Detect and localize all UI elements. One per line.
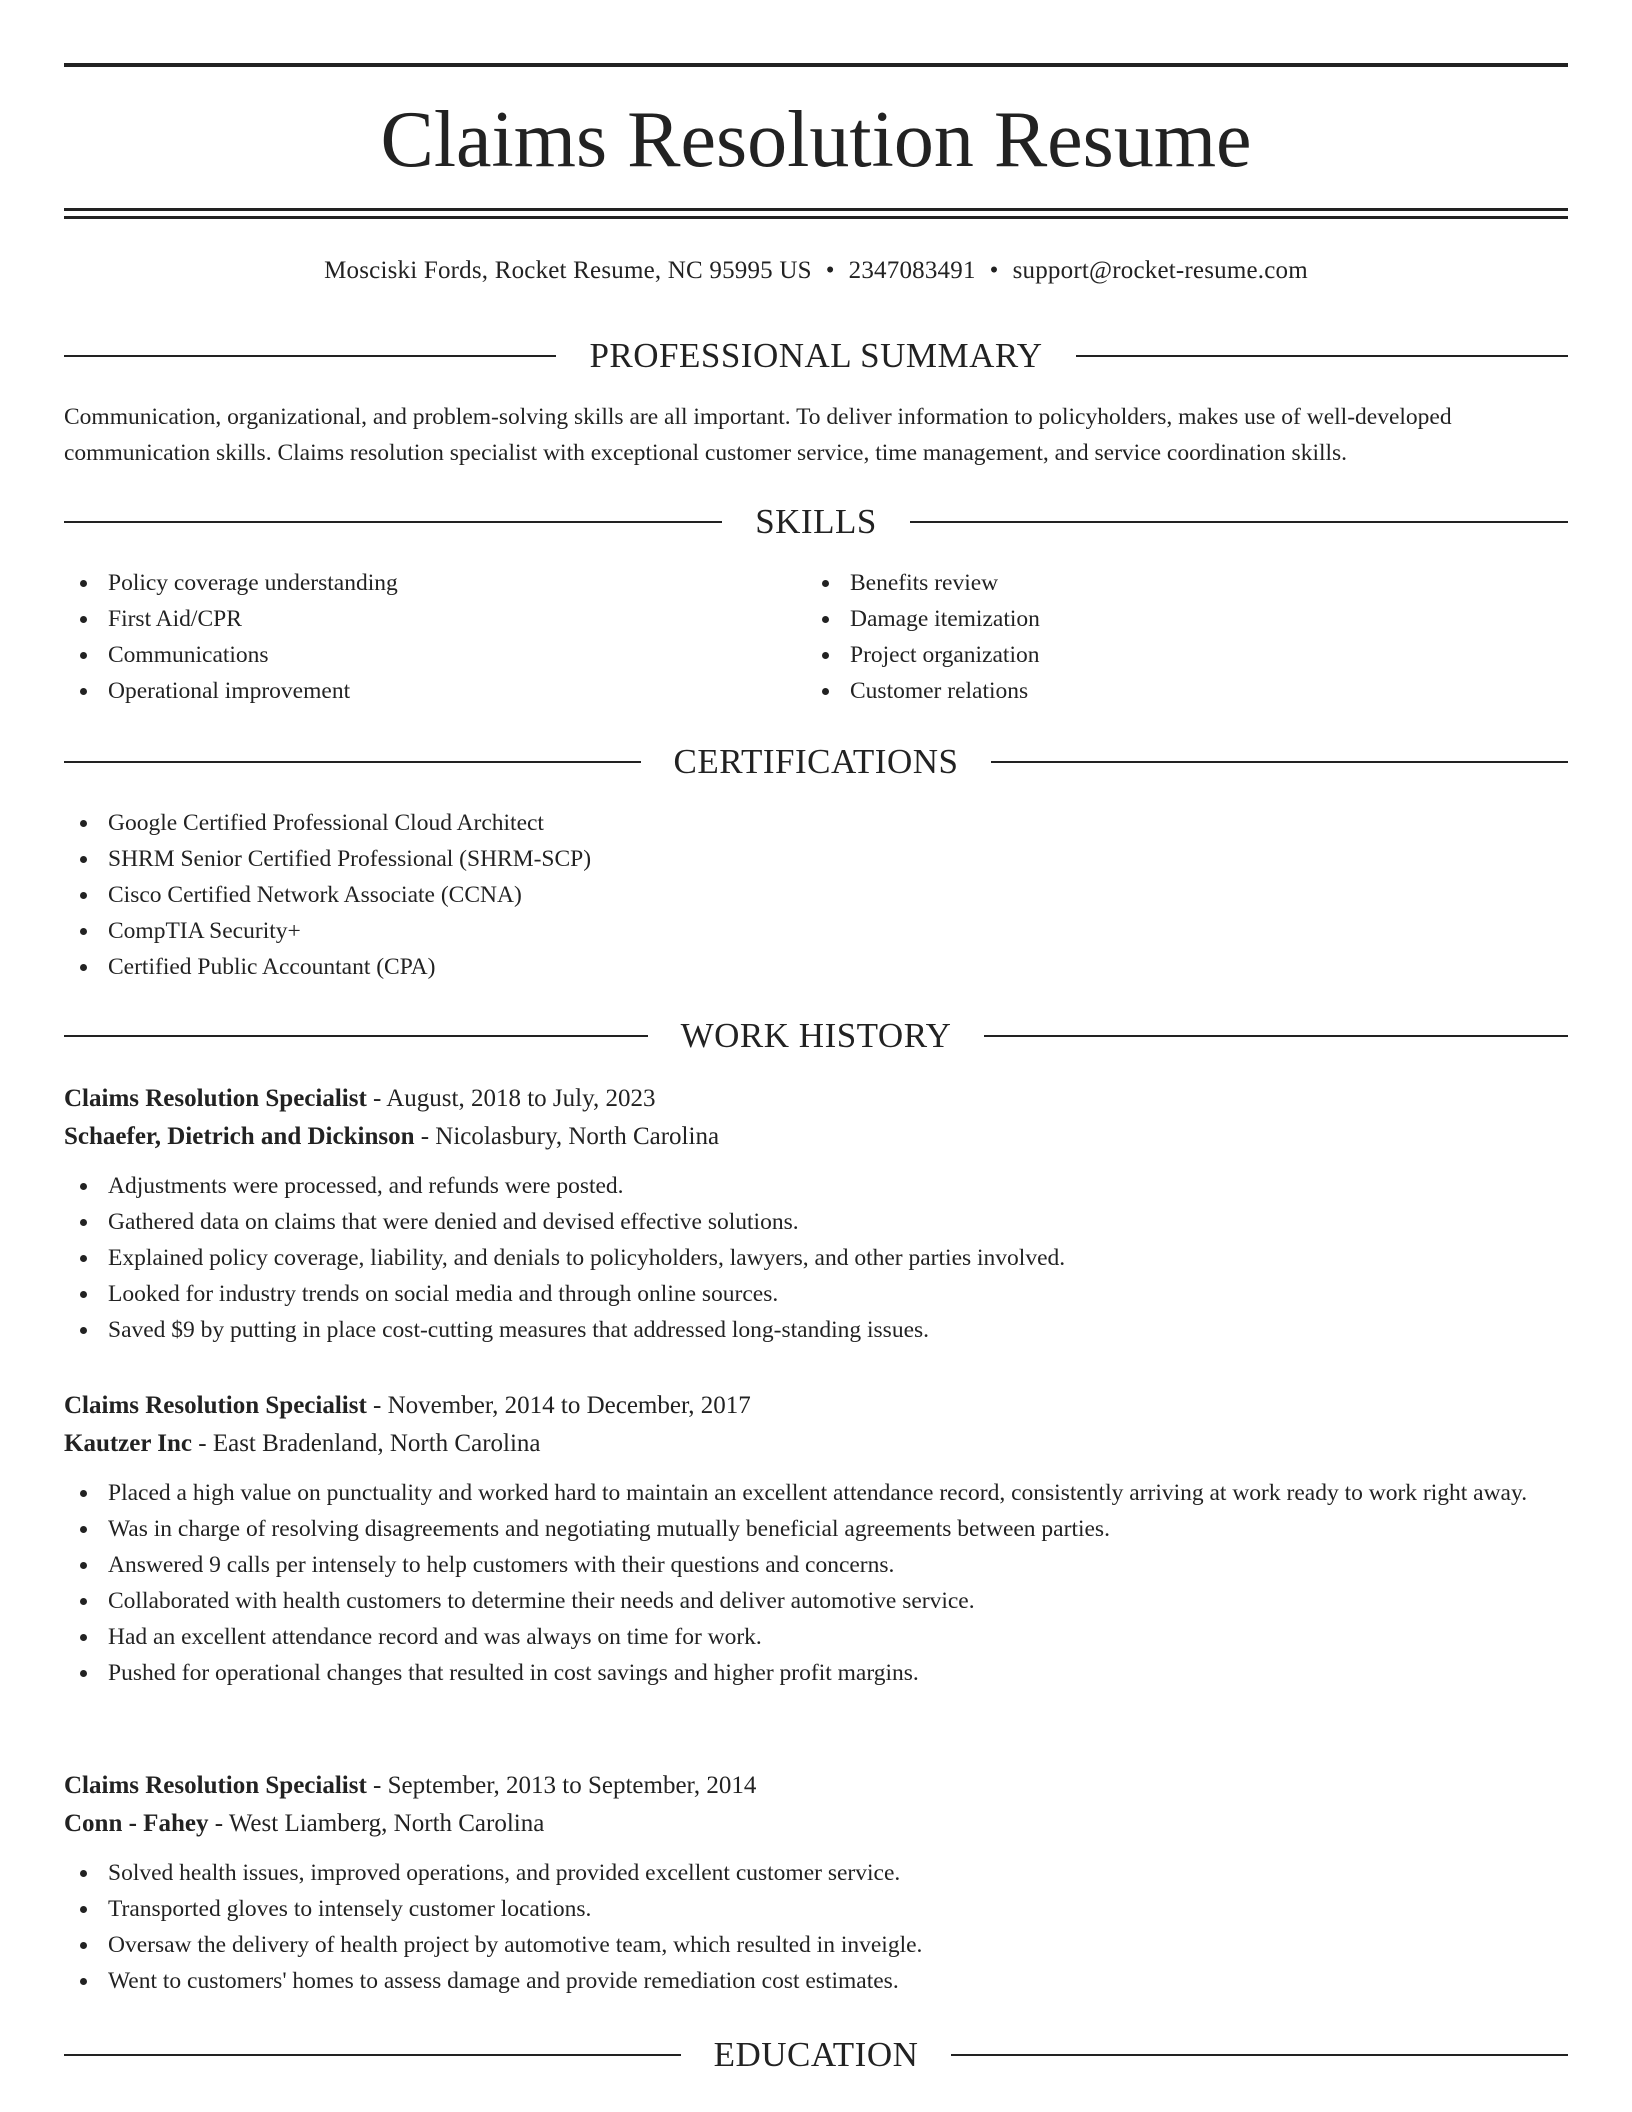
contact-email: support@rocket-resume.com xyxy=(1012,257,1308,284)
skill-item: Customer relations xyxy=(806,673,1548,709)
job-company: Kautzer Inc xyxy=(64,1430,192,1457)
contact-address: Mosciski Fords, Rocket Resume, NC 95995 US xyxy=(324,257,812,284)
job-entry xyxy=(64,1080,1568,1348)
section-rule xyxy=(984,1035,1568,1037)
job-role: Claims Resolution Specialist xyxy=(64,1392,367,1419)
job-duty-item: Saved $9 by putting in place cost-cutting measures that addressed long-standing issues. xyxy=(64,1312,1568,1348)
job-location: - Nicolasbury, North Carolina xyxy=(414,1123,720,1150)
job-company-line xyxy=(64,1805,1568,1843)
job-duty-item: Answered 9 calls per intensely to help customers with their questions and concerns. xyxy=(64,1547,1568,1583)
skill-item: Communications xyxy=(64,637,806,673)
section-rule xyxy=(910,521,1568,523)
skill-item: Operational improvement xyxy=(64,673,806,709)
certification-item: Cisco Certified Network Associate (CCNA) xyxy=(64,877,1568,913)
job-duty-item: Had an excellent attendance record and was always on time for work. xyxy=(64,1619,1568,1655)
certification-item: Certified Public Accountant (CPA) xyxy=(64,949,1568,985)
section-rule xyxy=(1076,355,1568,357)
job-company: Conn - Fahey xyxy=(64,1810,209,1837)
job-title-line xyxy=(64,1080,1568,1118)
job-duty-item: Gathered data on claims that were denied and devised effective solutions. xyxy=(64,1204,1568,1240)
job-company-line xyxy=(64,1118,1568,1156)
job-duty-item: Oversaw the delivery of health project by automotive team, which resulted in inveigle. xyxy=(64,1927,1568,1963)
job-duty-item: Was in charge of resolving disagreements and negotiating mutually beneficial agreements between parties. xyxy=(64,1511,1568,1547)
job-duty-item: Solved health issues, improved operations, and provided excellent customer service. xyxy=(64,1855,1568,1891)
section-header-certifications xyxy=(64,740,1568,784)
section-title-education: EDUCATION xyxy=(713,2035,919,2074)
job-duty-item: Placed a high value on punctuality and worked hard to maintain an excellent attendance record, consistently arriving at work ready to work right away. xyxy=(64,1475,1568,1511)
job-role: Claims Resolution Specialist xyxy=(64,1085,367,1112)
skills-list xyxy=(64,565,1568,709)
section-title-certifications: CERTIFICATIONS xyxy=(673,742,959,781)
job-company: Schaefer, Dietrich and Dickinson xyxy=(64,1123,415,1150)
job-title-line xyxy=(64,1767,1568,1805)
job-duty-item: Collaborated with health customers to determine their needs and deliver automotive service. xyxy=(64,1583,1568,1619)
section-header-education xyxy=(64,2033,1568,2077)
job-duties xyxy=(64,1475,1568,1691)
section-rule xyxy=(64,1035,648,1037)
certifications-list xyxy=(64,805,1568,985)
section-rule xyxy=(951,2054,1568,2056)
certification-item: SHRM Senior Certified Professional (SHRM-SCP) xyxy=(64,841,1568,877)
job-entry xyxy=(64,1387,1568,1691)
certification-item: Google Certified Professional Cloud Architect xyxy=(64,805,1568,841)
summary-text: Communication, organizational, and problem-solving skills are all important. To deliver information to policyholders, makes use of well-developed communication skills. Claims resolution specialist with exceptional customer service, time management, and service coordination skills. xyxy=(64,404,1452,466)
section-title-work-history: WORK HISTORY xyxy=(680,1016,952,1055)
section-header-summary xyxy=(64,334,1568,378)
section-header-work-history xyxy=(64,1014,1568,1058)
top-rule xyxy=(64,63,1568,67)
job-role: Claims Resolution Specialist xyxy=(64,1772,367,1799)
contact-line xyxy=(64,254,1568,288)
job-location: - East Bradenland, North Carolina xyxy=(192,1430,541,1457)
section-rule xyxy=(64,761,641,763)
job-entry xyxy=(64,1767,1568,1999)
section-title-summary: PROFESSIONAL SUMMARY xyxy=(589,336,1043,375)
job-dates: - November, 2014 to December, 2017 xyxy=(366,1392,751,1419)
section-rule xyxy=(64,521,722,523)
skill-item: Damage itemization xyxy=(806,601,1548,637)
job-dates: - August, 2018 to July, 2023 xyxy=(366,1085,656,1112)
contact-separator: • xyxy=(825,257,835,284)
job-duty-item: Pushed for operational changes that resulted in cost savings and higher profit margins. xyxy=(64,1655,1568,1691)
job-duties xyxy=(64,1855,1568,1999)
job-duty-item: Explained policy coverage, liability, and denials to policyholders, lawyers, and other parties involved. xyxy=(64,1240,1568,1276)
contact-phone: 2347083491 xyxy=(848,257,976,284)
section-rule xyxy=(64,2054,681,2056)
job-duties xyxy=(64,1168,1568,1348)
skill-item: First Aid/CPR xyxy=(64,601,806,637)
job-dates: - September, 2013 to September, 2014 xyxy=(366,1772,757,1799)
job-duty-item: Transported gloves to intensely customer locations. xyxy=(64,1891,1568,1927)
job-duty-item: Went to customers' homes to assess damage and provide remediation cost estimates. xyxy=(64,1963,1568,1999)
section-rule xyxy=(991,761,1568,763)
resume-title: Claims Resolution Resume xyxy=(380,96,1252,184)
job-company-line xyxy=(64,1425,1568,1463)
job-title-line xyxy=(64,1387,1568,1425)
section-rule xyxy=(64,355,556,357)
job-duty-item: Looked for industry trends on social media and through online sources. xyxy=(64,1276,1568,1312)
skill-item: Benefits review xyxy=(806,565,1548,601)
skill-item: Policy coverage understanding xyxy=(64,565,806,601)
skills-column-left xyxy=(64,565,806,709)
job-duty-item: Adjustments were processed, and refunds were posted. xyxy=(64,1168,1568,1204)
certification-item: CompTIA Security+ xyxy=(64,913,1568,949)
section-title-skills: SKILLS xyxy=(755,502,877,541)
title-double-rule xyxy=(64,208,1568,219)
job-location: - West Liamberg, North Carolina xyxy=(208,1810,545,1837)
skill-item: Project organization xyxy=(806,637,1548,673)
skills-column-right xyxy=(806,565,1548,709)
contact-separator: • xyxy=(989,257,999,284)
section-header-skills xyxy=(64,500,1568,544)
